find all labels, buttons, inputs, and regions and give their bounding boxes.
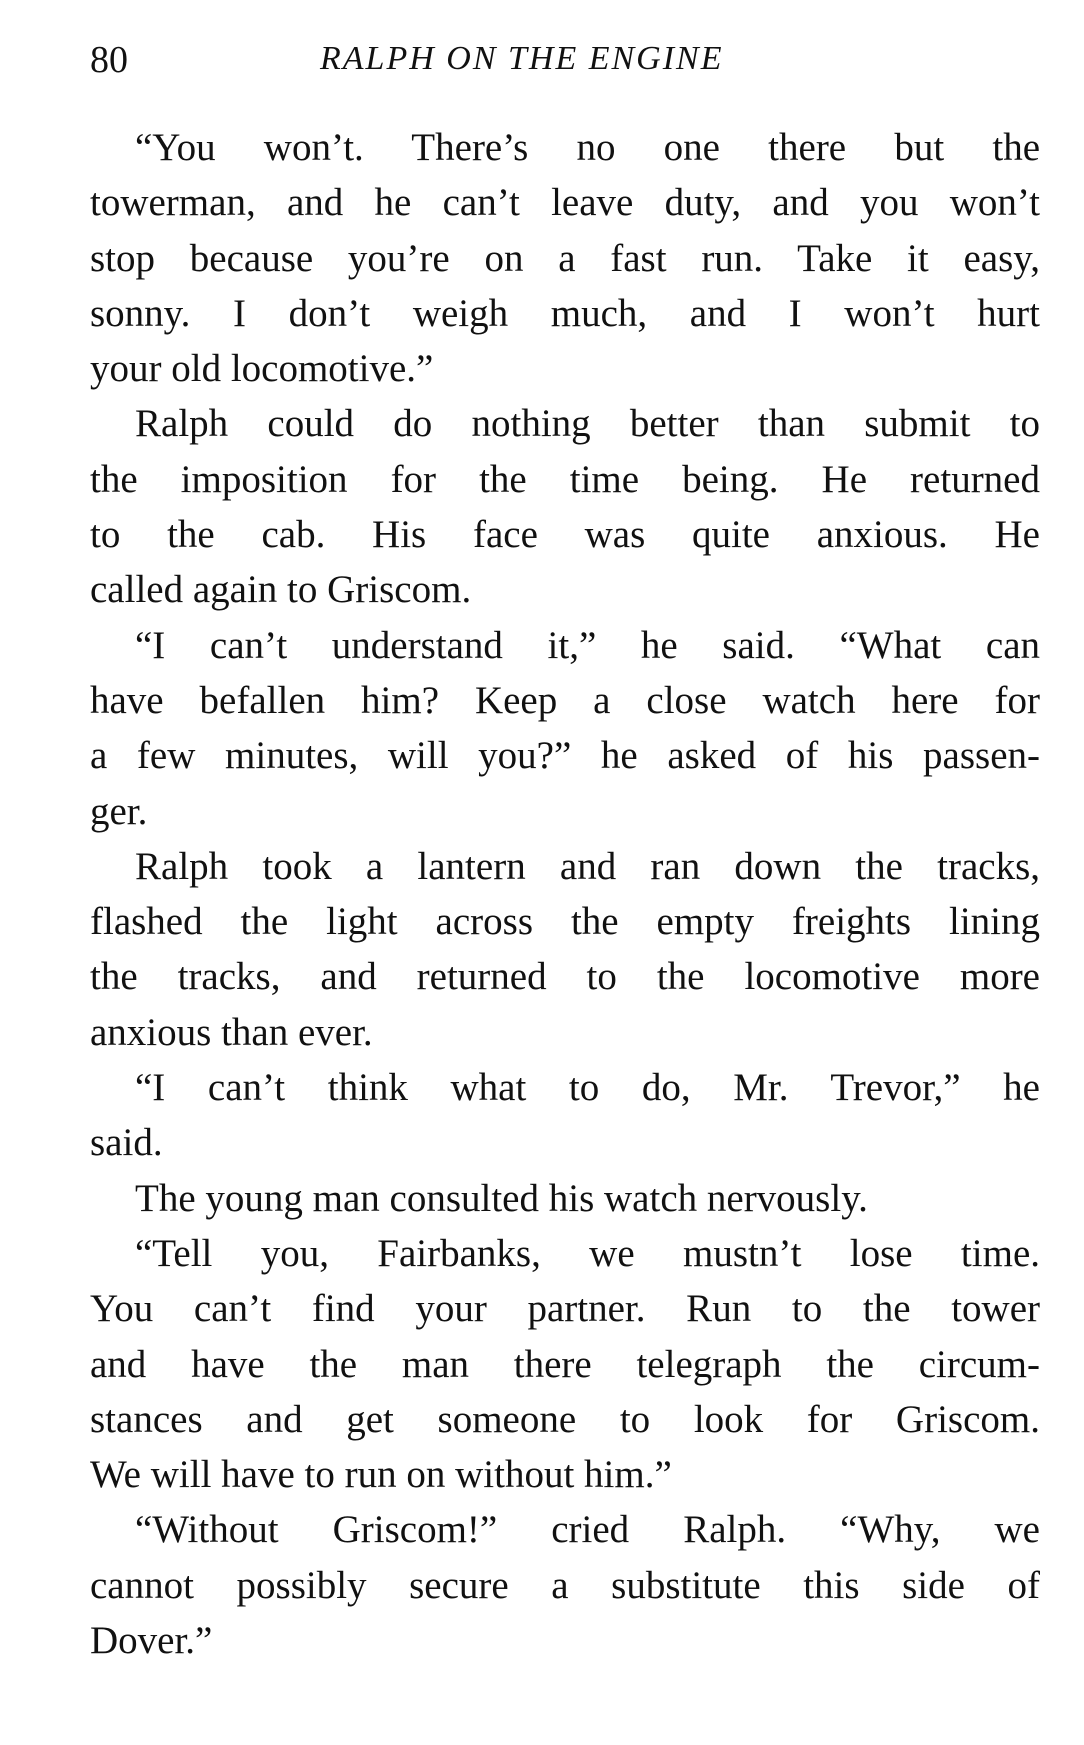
text-line: Ralph took a lantern and ran down the tracks, [135, 844, 1040, 888]
text-line: sonny. I don’t weigh much, and I won’t hurt [90, 291, 1040, 335]
text-line: stop because you’re on a fast run. Take it easy, [90, 236, 1040, 280]
paragraph [90, 1226, 1040, 1502]
text-line: “Without Griscom!” cried Ralph. “Why, we [135, 1508, 1040, 1552]
text-line: “I can’t understand it,” he said. “What can [135, 623, 1040, 667]
paragraph [90, 839, 1040, 1060]
text-line: flashed the light across the empty freights lining [90, 900, 1040, 944]
text-line: a few minutes, will you?” he asked of his passen- [90, 734, 1040, 778]
page-header [90, 38, 1040, 84]
text-line: the tracks, and returned to the locomotive more [90, 955, 1040, 999]
text-line: have befallen him? Keep a close watch here for [90, 678, 1040, 722]
text-line: said. [90, 1121, 163, 1165]
paragraph [90, 396, 1040, 617]
text-line: stances and get someone to look for Griscom. [90, 1397, 1040, 1441]
text-line: “You won’t. There’s no one there but the [135, 126, 1040, 169]
running-title: RALPH ON THE ENGINE [320, 40, 724, 77]
paragraph [90, 1060, 1040, 1171]
paragraph [90, 120, 1040, 396]
text-line: Ralph could do nothing better than submit to [135, 402, 1040, 446]
text-line: and have the man there telegraph the circum- [90, 1342, 1040, 1386]
text-line: your old locomotive.” [90, 347, 434, 391]
text-line: to the cab. His face was quite anxious. He [90, 513, 1040, 557]
text-line: You can’t find your partner. Run to the tower [90, 1287, 1040, 1331]
text-line: cannot possibly secure a substitute this side of [90, 1563, 1040, 1607]
paragraph [90, 1502, 1040, 1668]
text-line: We will have to run on without him.” [90, 1453, 672, 1497]
page-number: 80 [90, 39, 128, 81]
paragraph [90, 1171, 1040, 1226]
text-line: called again to Griscom. [90, 568, 472, 612]
paragraph [90, 618, 1040, 839]
text-line: anxious than ever. [90, 1010, 373, 1054]
text-line: Dover.” [90, 1619, 213, 1663]
body-text [90, 120, 1040, 1668]
text-line: The young man consulted his watch nervously. [135, 1176, 868, 1220]
text-line: “I can’t think what to do, Mr. Trevor,” he [135, 1066, 1040, 1110]
text-line: towerman, and he can’t leave duty, and you won’t [90, 181, 1040, 225]
text-line: the imposition for the time being. He returned [90, 457, 1040, 501]
text-line: ger. [90, 789, 148, 833]
text-line: “Tell you, Fairbanks, we mustn’t lose time. [135, 1231, 1040, 1275]
